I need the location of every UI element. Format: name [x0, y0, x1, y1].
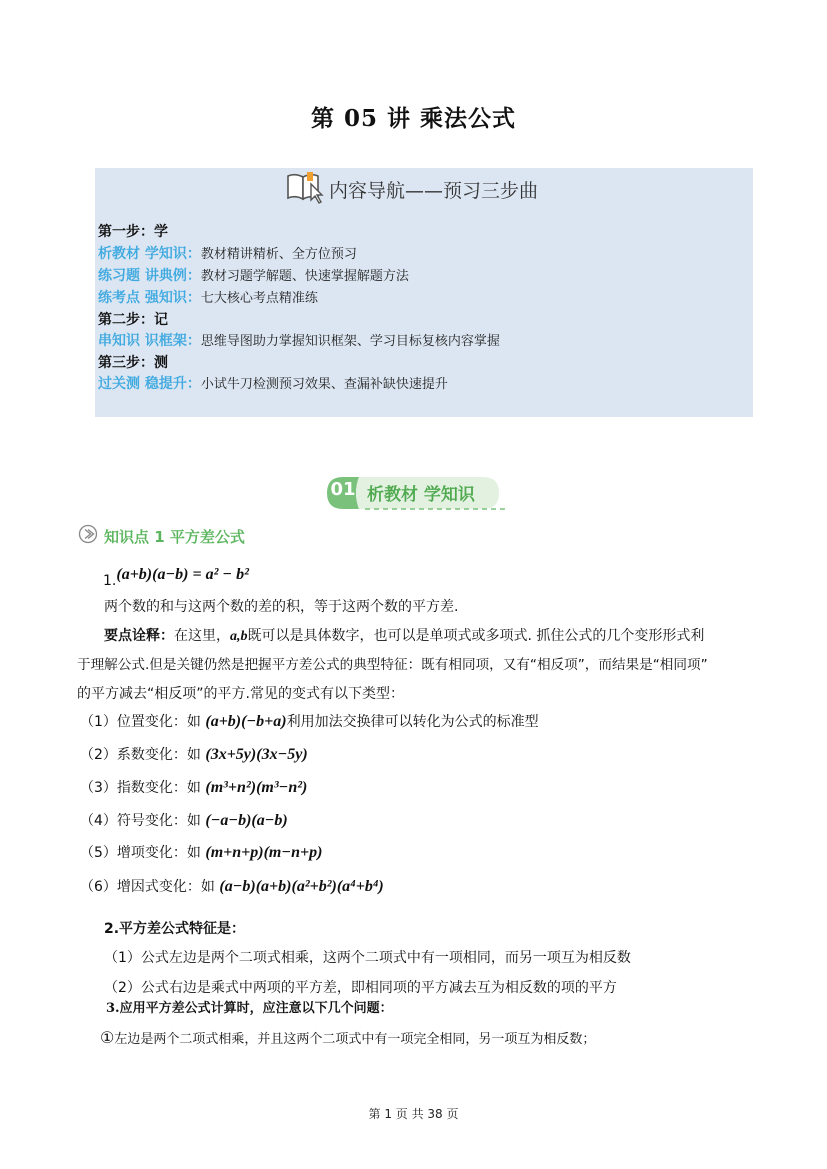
section-number: 01	[330, 479, 356, 500]
section-title: 析教材 学知识	[367, 485, 475, 505]
variant-formula: (a+b)(−b+a)	[205, 713, 287, 730]
page-footer: 第 1 页 共 38 页	[368, 1107, 459, 1121]
variant-item	[80, 842, 322, 864]
item-3-point-text: 左边是两个二项式相乘，并且这两个二项式中有一项完全相同，另一项互为相反数；	[114, 1032, 596, 1047]
key-vars: a,b	[230, 629, 248, 644]
variant-formula: (m³+n²)(m³−n²)	[205, 779, 308, 796]
step-1-item-2	[98, 266, 409, 287]
item-2-point: （1）公式左边是两个二项式相乘，这两个二项式中有一项相同，而另一项互为相反数	[104, 950, 631, 966]
item-2-title: 2.平方差公式特征是：	[104, 921, 246, 937]
document-title: 第 05 讲 乘法公式	[310, 105, 517, 132]
step-2-item-1	[98, 331, 500, 352]
nav-header	[285, 172, 538, 206]
item-1-number: 1.	[103, 573, 117, 589]
step-item-desc: 思维导图助力掌握知识框架、学习目标复核内容掌握	[200, 334, 500, 349]
content-navigation-box	[95, 168, 753, 417]
step-item-label: 练习题 讲典例：	[98, 268, 201, 284]
item-3-title: 3.应用平方差公式计算时，应注意以下几个问题：	[106, 1001, 393, 1016]
item-3-point	[100, 1027, 595, 1051]
key-points-label: 要点诠释：	[104, 628, 174, 644]
nav-header-title: 内容导航——预习三步曲	[329, 179, 539, 202]
key-points-line-3: 的平方减去“相反项”的平方.常见的变式有以下类型：	[77, 686, 404, 702]
variant-item	[80, 876, 384, 898]
formula-difference-of-squares: (a+b)(a−b) = a² − b²	[116, 566, 249, 583]
item-1-description: 两个数的和与这两个数的差的积，等于这两个数的平方差.	[104, 599, 459, 615]
step-item-desc: 小试牛刀检测预习效果、查漏补缺快速提升	[200, 377, 448, 392]
step-item-desc: 七大核心考点精准练	[200, 291, 318, 306]
variant-formula: (m+n+p)(m−n+p)	[205, 844, 323, 861]
book-cursor-icon	[285, 170, 325, 208]
knowledge-point-heading	[78, 525, 245, 547]
variant-label: （1）位置变化：如	[80, 714, 206, 730]
variant-item	[80, 777, 307, 799]
variant-label: （6）增因式变化：如	[80, 879, 220, 895]
key-points-line-1	[104, 625, 704, 648]
variant-item	[80, 744, 308, 766]
variant-formula: (3x+5y)(3x−5y)	[205, 746, 308, 763]
step-1-heading: 第一步：学	[98, 224, 168, 240]
variant-suffix: 利用加法交换律可以转化为公式的标准型	[286, 714, 539, 730]
step-item-label: 析教材 学知识：	[98, 246, 201, 262]
step-item-label: 练考点 强知识：	[98, 290, 201, 306]
key-text: 在这里，	[174, 628, 230, 644]
step-item-desc: 教材习题学解题、快速掌握解题方法	[200, 269, 409, 284]
circled-number-marker: ①	[100, 1028, 115, 1047]
variant-item	[80, 711, 539, 733]
step-3-item-1	[98, 374, 448, 395]
knowledge-point-title: 知识点 1 平方差公式	[104, 527, 245, 546]
step-2-heading: 第二步：记	[98, 312, 168, 328]
item-2-point: （2）公式右边是乘式中两项的平方差，即相同项的平方减去互为相反数的项的平方	[104, 980, 617, 996]
step-3-heading: 第三步：测	[98, 355, 168, 371]
step-item-label: 过关测 稳提升：	[98, 376, 201, 392]
key-text: 既可以是具体数字，也可以是单项式或多项式. 抓住公式的几个变形形式利	[247, 628, 705, 644]
variant-item	[80, 810, 288, 832]
item-1-line	[103, 564, 249, 589]
step-item-desc: 教材精讲精析、全方位预习	[200, 247, 357, 262]
step-item-label: 串知识 识框架：	[98, 333, 201, 349]
play-arrow-icon	[78, 524, 98, 548]
step-1-item-1	[98, 244, 357, 265]
variant-label: （2）系数变化：如	[80, 747, 206, 763]
step-1-item-3	[98, 288, 318, 309]
variant-label: （4）符号变化：如	[80, 813, 206, 829]
variant-label: （3）指数变化：如	[80, 780, 206, 796]
variant-formula: (a−b)(a+b)(a²+b²)(a⁴+b⁴)	[219, 878, 384, 895]
section-badge	[323, 473, 513, 513]
variant-formula: (−a−b)(a−b)	[205, 812, 288, 829]
variant-label: （5）增项变化：如	[80, 845, 206, 861]
key-points-line-2: 于理解公式.但是关键仍然是把握平方差公式的典型特征：既有相同项，又有“相反项”，而结果是“相同项”	[77, 657, 708, 673]
